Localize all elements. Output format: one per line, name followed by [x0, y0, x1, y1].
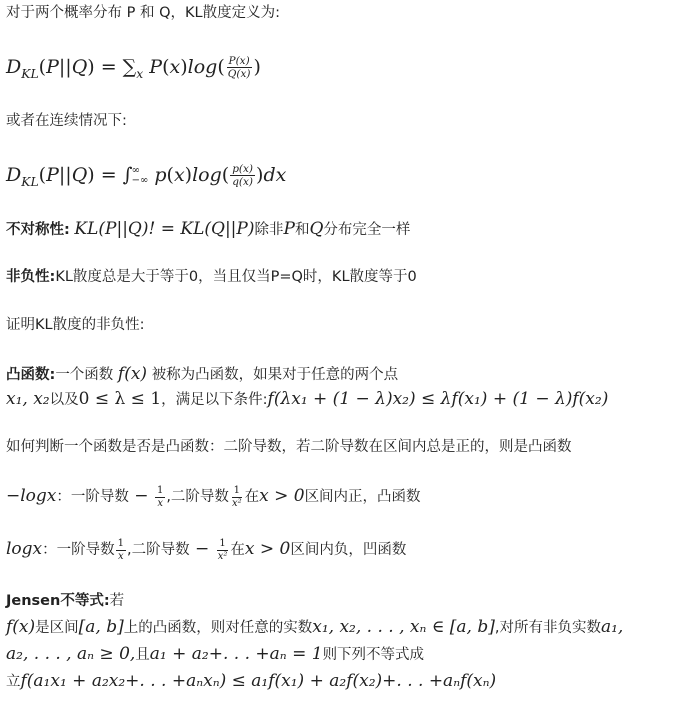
nonneg-label: 非负性:: [6, 269, 56, 285]
judge-text: 如何判断一个函数是否是凸函数：二阶导数，若二阶导数在区间内总是正的，则是凸函数: [6, 439, 572, 455]
continuous-intro-text: 或者在连续情况下:: [6, 113, 127, 129]
convex-inequality: f(λx₁ + (1 − λ)x₂) ≤ λf(x₁) + (1 − λ)f(x₂): [267, 389, 609, 409]
jensen-inequality: f(a₁x₁ + a₂x₂+. . . +aₙxₙ) ≤ a₁f(x₁) + a₂f(x₂)+. . . +aₙf(xₙ): [20, 671, 497, 691]
jensen-line-2: f(x)是区间[a, b]上的凸函数，则对任意的实数x₁, x₂, . . . , xₙ ∈ [a, b],对所有非负实数a₁,: [6, 617, 624, 637]
nonneg-line: [6, 266, 417, 288]
continuous-kl-formula: $D_{KL}(P||Q)$ = ∫ ∞ −∞ p(x)log( $\frac{p(x)}{q(x)}$ )dx: [6, 162, 287, 189]
discrete-formula-text: [0, 0, 1, 1]
neglog-line: −logx：一阶导数 − $\frac{1}{x}$ ,二阶导数 $\frac{1}{\text{x²}}$ 在x > 0区间内正，凸函数: [6, 484, 421, 509]
discrete-kl-formula: $D_{KL}(P||Q) = \sum_x$ P(x)log( $\frac{P(x)}{Q(x)}$ ): [6, 54, 261, 81]
convex-line-1: 凸函数:一个函数 f(x) 被称为凸函数，如果对于任意的两个点: [6, 364, 399, 384]
jensen-line-3: a₂, . . . , aₙ ≥ 0,且a₁ + a₂+. . . +aₙ = 1则下列不等式成: [6, 644, 425, 664]
asymmetry-label: 不对称性:: [6, 222, 70, 238]
nonneg-text: KL散度总是大于等于0，当且仅当P=Q时，KL散度等于0: [55, 269, 417, 285]
proof-title: 证明KL散度的非负性:: [6, 317, 145, 333]
convex-line-2: x₁, x₂以及0 ≤ λ ≤ 1，满足以下条件:f(λx₁ + (1 − λ)x₂) ≤ λf(x₁) + (1 − λ)f(x₂): [6, 389, 609, 409]
asymmetry-line: 不对称性: KL(P||Q)! = KL(Q||P)除非P和Q分布完全一样: [6, 219, 411, 239]
jensen-label: Jensen不等式:: [6, 593, 110, 609]
jensen-line-4: 立f(a₁x₁ + a₂x₂+. . . +aₙxₙ) ≤ a₁f(x₁) + a₂f(x₂)+. . . +aₙf(xₙ): [6, 671, 497, 691]
convex-label: 凸函数:: [6, 367, 56, 383]
intro-text: 对于两个概率分布 P 和 Q，KL散度定义为:: [6, 5, 280, 21]
log-line: logx：一阶导数 $\frac{1}{x}$ ,二阶导数 − $\frac{1}{\text{x²}}$ 在x > 0区间内负，凹函数: [6, 537, 407, 562]
asymmetry-formula: KL(P||Q)! = KL(Q||P): [74, 219, 255, 239]
jensen-title-line: Jensen不等式:若: [6, 593, 125, 609]
